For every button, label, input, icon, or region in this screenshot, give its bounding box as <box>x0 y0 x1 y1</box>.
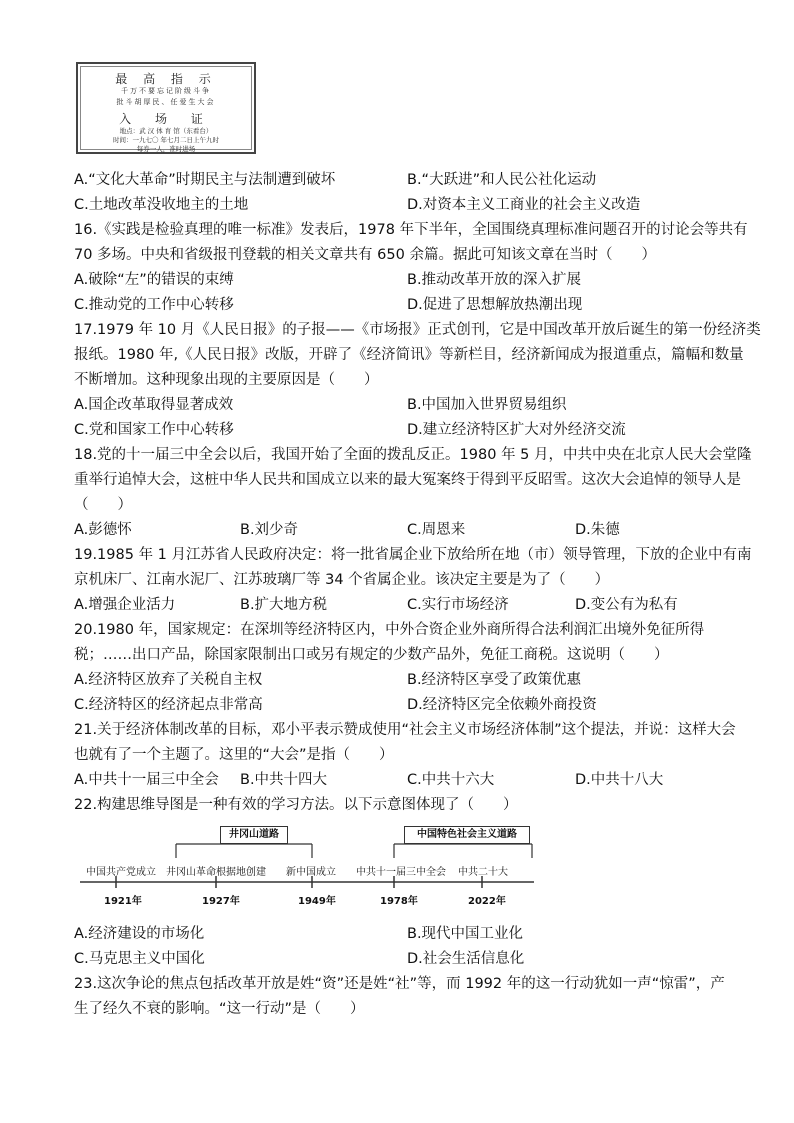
q22-option-d: D.社会生活信息化 <box>407 951 525 967</box>
q17-stem-2: 报纸。1980 年,《人民日报》改版，开辟了《经济简讯》等新栏目，经济新闻成为报道重点，篇幅和数量 <box>74 347 744 363</box>
q16-stem-2: 70 多场。中央和省级报刊登载的相关文章共有 650 余篇。据此可知该文章在当时（ ） <box>74 247 656 263</box>
q22-option-c: C.马克思主义中国化 <box>74 951 205 967</box>
q21-stem-1: 21.关于经济体制改革的目标，邓小平表示赞成使用“社会主义市场经济体制”这个提法，并说：这样大会 <box>74 722 736 738</box>
box-jinggangshan-road: 井冈山道路 <box>220 826 288 844</box>
q19-option-c: C.实行市场经济 <box>407 597 509 613</box>
q21-option-a: A.中共十一届三中全会 <box>74 772 219 788</box>
q18-option-d: D.朱德 <box>575 522 620 538</box>
q15-option-b: B.“大跃进”和人民公社化运动 <box>407 172 597 188</box>
q18-stem-1: 18.党的十一届三中全会以后，我国开始了全面的拨乱反正。1980 年 5 月，中共中央在北京人民大会堂隆 <box>74 447 752 463</box>
q22-option-b: B.现代中国工业化 <box>407 926 524 942</box>
admission-ticket-image <box>76 62 256 154</box>
box-socialism-chinese-characteristics: 中国特色社会主义道路 <box>404 826 530 844</box>
q20-stem-2: 税；……出口产品，除国家限制出口或另有规定的少数产品外，免征工商税。这说明（ ） <box>74 647 669 663</box>
q18-option-b: B.刘少奇 <box>240 522 299 538</box>
ticket-note: 每券一人，准时进场 <box>136 145 196 153</box>
q17-stem-1: 17.1979 年 10 月《人民日报》的子报——《市场报》正式创刊，它是中国改革开放后诞生的第一份经济类 <box>74 322 761 338</box>
q20-option-d: D.经济特区完全依赖外商投资 <box>407 697 597 713</box>
year-1921: 1921年 <box>104 896 142 907</box>
q22-option-a: A.经济建设的市场化 <box>74 926 205 942</box>
q23-stem-2: 生了经久不衰的影响。“这一行动”是（ ） <box>74 1001 365 1017</box>
q19-stem-1: 19.1985 年 1 月江苏省人民政府决定：将一批省属企业下放给所在地（市）领导管理，下放的企业中有南 <box>74 547 752 563</box>
q16-option-d: D.促进了思想解放热潮出现 <box>407 297 583 313</box>
q15-option-a: A.“文化大革命”时期民主与法制遭到破坏 <box>74 172 336 188</box>
ticket-line1: 千万不要忘记阶级斗争 <box>121 87 211 95</box>
q15-option-d: D.对资本主义工商业的社会主义改造 <box>407 197 641 213</box>
q18-stem-3: （ ） <box>74 497 132 513</box>
event-cpc-founded: 中国共产党成立 <box>86 867 156 878</box>
year-2022: 2022年 <box>468 896 506 907</box>
q20-option-c: C.经济特区的经济起点非常高 <box>74 697 263 713</box>
event-third-plenum: 中共十一届三中全会 <box>356 867 446 878</box>
ticket-line2: 批斗胡厚民、任爱生大会 <box>116 98 216 106</box>
year-1927: 1927年 <box>202 896 240 907</box>
q16-option-c: C.推动党的工作中心转移 <box>74 297 234 313</box>
q20-option-b: B.经济特区享受了政策优惠 <box>407 672 582 688</box>
ticket-time: 时间：一九七〇 年七月二日上午九时 <box>112 136 220 144</box>
q16-option-a: A.破除“左”的错误的束缚 <box>74 272 234 288</box>
event-20th-congress: 中共二十大 <box>458 867 508 878</box>
ticket-title: 最 高 指 示 <box>115 72 217 86</box>
q17-option-c: C.党和国家工作中心转移 <box>74 422 234 438</box>
q19-option-a: A.增强企业活力 <box>74 597 176 613</box>
q17-stem-3: 不断增加。这种现象出现的主要原因是（ ） <box>74 372 379 388</box>
q18-option-c: C.周恩来 <box>407 522 466 538</box>
q16-option-b: B.推动改革开放的深入扩展 <box>407 272 582 288</box>
q19-option-d: D.变公有为私有 <box>575 597 678 613</box>
year-1949: 1949年 <box>298 896 336 907</box>
q19-option-b: B.扩大地方税 <box>240 597 328 613</box>
q18-stem-2: 重举行追悼大会，这桩中华人民共和国成立以来的最大冤案终于得到平反昭雪。这次大会追悼的领导人是 <box>74 472 741 488</box>
q20-stem-1: 20.1980 年，国家规定：在深圳等经济特区内，中外合资企业外商所得合法利润汇出境外免征所得 <box>74 622 705 638</box>
q15-option-c: C.土地改革没收地主的土地 <box>74 197 249 213</box>
q22-stem: 22.构建思维导图是一种有效的学习方法。以下示意图体现了（ ） <box>74 797 518 813</box>
q21-option-c: C.中共十六大 <box>407 772 495 788</box>
ticket-place: 地点：武 汉 体 育 馆（东看台） <box>119 127 213 135</box>
q23-stem-1: 23.这次争论的焦点包括改革开放是姓“资”还是姓“社”等，而 1992 年的这一行动犹如一声“惊雷”，产 <box>74 976 725 992</box>
q17-option-d: D.建立经济特区扩大对外经济交流 <box>407 422 626 438</box>
q21-option-d: D.中共十八大 <box>575 772 664 788</box>
q19-stem-2: 京机床厂、江南水泥厂、江苏玻璃厂等 34 个省属企业。该决定主要是为了（ ） <box>74 572 610 588</box>
q20-option-a: A.经济特区放弃了关税自主权 <box>74 672 263 688</box>
q17-option-b: B.中国加入世界贸易组织 <box>407 397 567 413</box>
q21-stem-2: 也就有了一个主题了。这里的“大会”是指（ ） <box>74 747 394 763</box>
q17-option-a: A.国企改革取得显著成效 <box>74 397 234 413</box>
event-prc-founded: 新中国成立 <box>286 867 336 878</box>
year-1978: 1978年 <box>380 896 418 907</box>
event-jinggangshan-base: 井冈山革命根据地创建 <box>166 867 266 878</box>
ticket-heading: 入 场 证 <box>119 112 213 126</box>
q21-option-b: B.中共十四大 <box>240 772 328 788</box>
q16-stem-1: 16.《实践是检验真理的唯一标准》发表后，1978 年下半年，全国围绕真理标准问题召开的讨论会等共有 <box>74 222 748 238</box>
timeline-diagram <box>74 820 544 910</box>
q18-option-a: A.彭德怀 <box>74 522 132 538</box>
